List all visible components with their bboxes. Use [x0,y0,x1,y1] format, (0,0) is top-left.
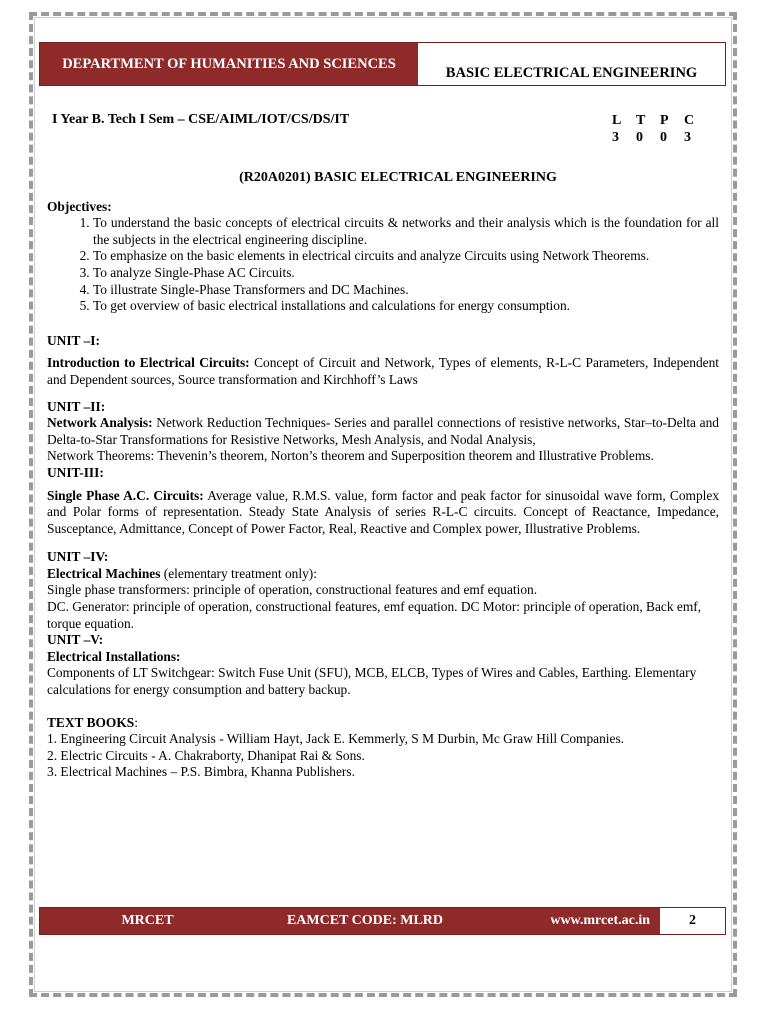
objectives-heading: Objectives: [47,198,112,214]
ltpc-value: 0 [636,130,643,145]
department-name: DEPARTMENT OF HUMANITIES AND SCIENCES [40,43,418,85]
year-row [47,112,719,148]
year-semester-line: I Year B. Tech I Sem – CSE/AIML/IOT/CS/DS/IT [52,112,350,127]
unit-4-topic: Electrical Machines [47,565,161,581]
text-books-colon: : [134,714,138,730]
ltpc-label: T [636,113,646,128]
footer-website-link[interactable]: www.mrcet.ac.in [550,913,650,928]
footer-eamcet-code: EAMCET CODE: MLRD [286,913,444,928]
text-book-item: 3. Electrical Machines – P.S. Bimbra, Khanna Publishers. [47,764,355,780]
unit-3-topic: Single Phase A.C. Circuits: [47,487,204,503]
text-book-item: 1. Engineering Circuit Analysis - William Hayt, Jack E. Kemmerly, S M Durbin, Mc Graw Hill Companies. [47,731,625,747]
text-books-label: TEXT BOOKS [47,714,135,730]
objective-item: 5. To get overview of basic electrical installations and calculations for energy consumption. [93,298,719,315]
unit-5-line: Components of LT Switchgear: Switch Fuse Unit (SFU), MCB, ELCB, Types of Wires and Cables, Earthing. Elementary calculations for energy consumption and battery backup. [47,665,697,698]
unit-4-topic-suffix: (elementary treatment only): [160,565,317,581]
unit-5-title: UNIT –V: [47,632,104,648]
ltpc-labels [612,112,708,129]
unit-2-text: Network Reduction Techniques- Series and parallel connections of resistive networks, Star–to-Delta and Delta-to-Star Transformations for Resistive Networks, Mesh Analysis, and Nodal Analysis, [47,415,719,447]
ltpc-value: 0 [660,130,667,145]
unit-3-body [47,488,719,538]
page-footer [39,907,726,935]
objective-item: 1. To understand the basic concepts of electrical circuits & networks and their analysis which is the foundation for all the subjects in the electrical engineering discipline. [93,215,719,248]
unit-4-line: Single phase transformers: principle of operation, constructional features and emf equation. [47,582,538,598]
course-header-title: BASIC ELECTRICAL ENGINEERING [418,43,725,85]
unit-3-title: UNIT-III: [47,464,104,480]
ltpc-values [612,129,708,146]
ltpc-label: L [612,113,622,128]
course-title: (R20A0201) BASIC ELECTRICAL ENGINEERING [239,170,557,185]
unit-5-heading [47,649,719,666]
page-number: 2 [689,913,696,928]
syllabus-content [47,112,719,781]
objective-item: 2. To emphasize on the basic elements in electrical circuits and analyze Circuits using Network Theorems. [93,248,719,265]
unit-4-title: UNIT –IV: [47,549,109,565]
footer-institution: MRCET [121,913,174,928]
objective-item: 4. To illustrate Single-Phase Transformers and DC Machines. [93,282,719,299]
ltpc-value: 3 [612,130,619,145]
unit-1-text: Concept of Circuit and Network, Types of elements, R-L-C Parameters, Independent and Dependent sources, Source transformation and Kirchhoff’s Laws [47,355,719,387]
footer-bar [40,908,660,934]
page-header [39,42,726,86]
ltpc-label: C [684,113,695,128]
unit-1-topic: Introduction to Electrical Circuits: [47,355,250,371]
unit-2-title: UNIT –II: [47,398,106,414]
unit-2-extra: Network Theorems: Thevenin’s theorem, Norton’s theorem and Superposition theorem and Illustrative Problems. [47,448,654,464]
objective-item: 3. To analyze Single-Phase AC Circuits. [93,265,719,282]
text-books-heading [47,715,719,732]
unit-4-heading [47,566,719,583]
unit-1-title: UNIT –I: [47,332,100,348]
unit-3-text: Average value, R.M.S. value, form factor and peak factor for sinusoidal wave form, Complex and Polar forms of representation. Steady State Analysis of series R-L-C circuits. Concept of Reactance, Impedance, Susceptance, Admittance, Concept of Power Factor, Real, Reactive and Complex power, Illustrative Problems. [47,487,720,536]
unit-4-line: DC. Generator: principle of operation, constructional features, emf equation. DC Motor: principle of operation, Back emf, torque equation. [47,599,702,631]
objectives-list [47,215,719,315]
unit-2-body [47,415,719,448]
ltpc-label: P [660,113,669,128]
unit-5-topic: Electrical Installations: [47,648,181,664]
ltpc-table [612,112,708,146]
unit-2-topic: Network Analysis: [47,415,153,431]
text-book-item: 2. Electric Circuits - A. Chakraborty, Dhanipat Rai & Sons. [47,747,365,763]
ltpc-value: 3 [684,130,691,145]
unit-1-body [47,355,719,388]
